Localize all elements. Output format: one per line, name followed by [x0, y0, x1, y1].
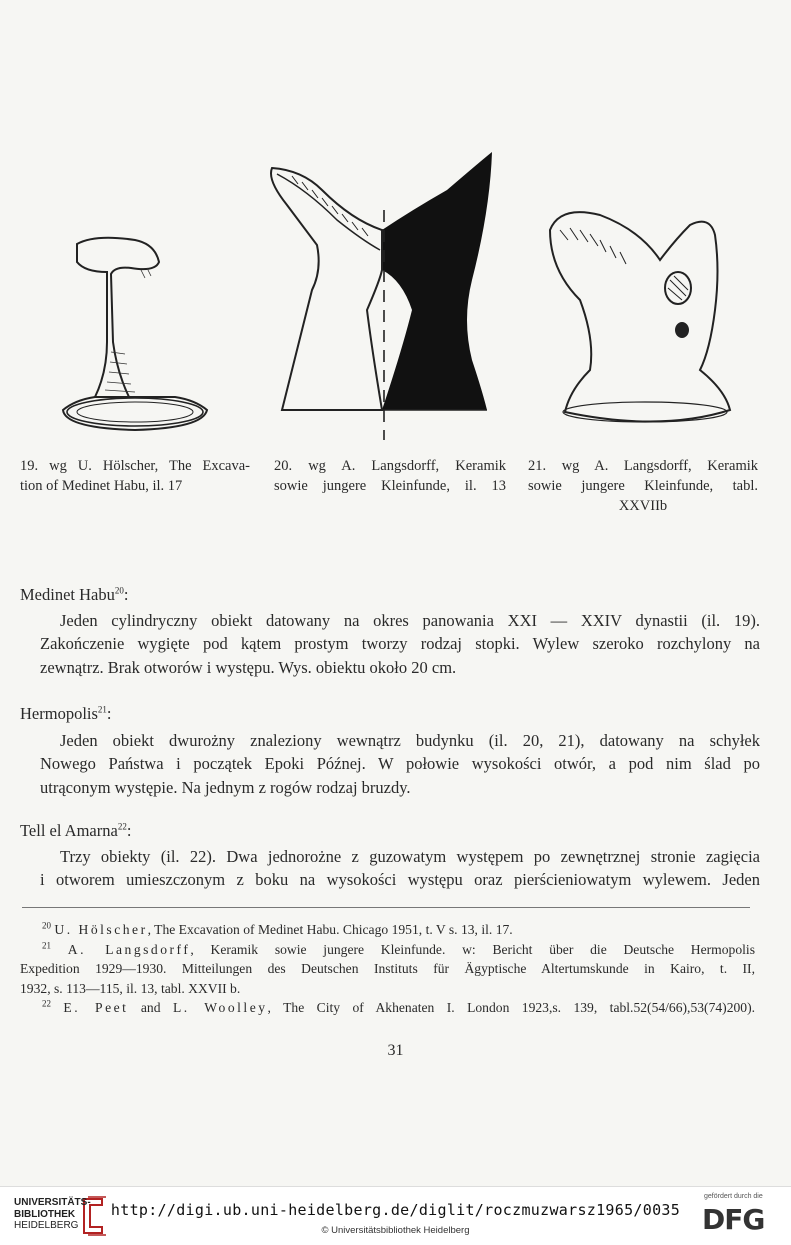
footnote-text: Expedition 1929—1930. Mitteilungen des Deutschen Instituts für Ägyptische Altertumskunde in Kairo, t. II,: [20, 961, 755, 976]
figure-21-drawing: [540, 200, 750, 440]
section-heading: Tell el Amarna$^{22}$:: [20, 821, 132, 840]
heading-text: Tell el Amarna: [20, 821, 118, 840]
footnote-author: A. Langsdorff: [67, 941, 191, 957]
heading-text: Hermopolis: [20, 704, 98, 723]
dfg-logo: DFG: [702, 1203, 765, 1236]
text-line: Trzy obiekty (il. 22). Dwa jednorożne z guzowatym występem po zewnętrznej stronie zagięcia: [60, 847, 760, 866]
footnote-text: , Keramik sowie jungere Kleinfunde. w: Bericht über die Deutsche Hermopolis: [190, 941, 755, 957]
footnote-22: [20, 998, 755, 1018]
caption-line: 20. wg A. Langsdorff, Keramik: [274, 458, 506, 474]
footnote-author: L. Woolley: [172, 1000, 268, 1015]
caption-line: tion of Medinet Habu, il. 17: [20, 478, 183, 494]
footnote-ref: 21: [97, 704, 107, 715]
figure-21-caption: [528, 456, 758, 516]
figure-19-drawing: [55, 232, 215, 437]
footnotes: [20, 920, 755, 1018]
footnote-20: [20, 920, 755, 940]
caption-line: sowie jungere Kleinfunde, il. 13: [274, 478, 506, 494]
figure-20-drawing: [262, 150, 502, 440]
text-line: utrąconym występie. Na jednym z rogów rodzaj bruzdy.: [40, 777, 411, 797]
footnote-text: , The City of Akhenaten I. London 1923,s. 139, tabl.52(54/66),53(74)200).: [267, 1000, 756, 1015]
heading-text: Medinet Habu: [20, 585, 115, 604]
library-line: BIBLIOTHEK: [14, 1208, 76, 1220]
footnote-21: [20, 940, 755, 960]
footnote-ref: 22: [117, 821, 127, 832]
figure-19-caption: [20, 456, 250, 496]
text-line: Zakończenie wygięte pod kątem prostym tworzy rodzaj stopki. Wylew szeroko rozchylony na: [40, 634, 760, 654]
footnote-author: U. Hölscher: [54, 922, 148, 937]
library-line: UNIVERSITÄTS-: [14, 1197, 91, 1208]
footnote-text: , The Excavation of Medinet Habu. Chicago 1951, t. V s. 13, il. 17.: [147, 922, 513, 937]
footnote-number: 22: [42, 998, 51, 1009]
text-line: Jeden obiekt dwurożny znaleziony wewnątrz budynku (il. 20, 21), datowany na schyłek: [60, 731, 760, 750]
paragraph: [20, 729, 760, 799]
caption-line: 19. wg U. Hölscher, The Excava-: [20, 458, 250, 474]
caption-line: sowie jungere Kleinfunde, tabl.: [528, 478, 758, 494]
footer-bar: [0, 1186, 791, 1245]
footnote-number: 20: [42, 920, 51, 931]
library-line: HEIDELBERG: [14, 1220, 79, 1231]
text-line: Jeden cylindryczny obiekt datowany na okres panowania XXI — XXIV dynastii (il. 19).: [60, 611, 760, 630]
figure-20-caption: [274, 456, 506, 496]
footnote-number: 21: [42, 939, 51, 950]
section-heading: Hermopolis$^{21}$:: [20, 704, 112, 723]
footnote-text: 1932, s. 113—115, il. 13, tabl. XXVII b.: [20, 980, 241, 996]
paragraph: [20, 845, 760, 892]
footnote-ref: 20: [114, 585, 124, 596]
text-line: i otworem umieszczonym z boku na wysokości występu oraz pierścieniowatym wylewem. Jeden: [40, 870, 760, 890]
text-line: Nowego Państwa i początek Epoki Późnej. W połowie wysokości otwór, a pod nim ślad po: [40, 754, 760, 774]
page-number: 31: [387, 1042, 404, 1059]
paragraph: [20, 609, 760, 679]
caption-line: 21. wg A. Langsdorff, Keramik: [528, 458, 758, 474]
caption-line: XXVIIb: [618, 498, 668, 514]
footnote-author: E. Peet: [63, 1000, 129, 1015]
text-line: zewnątrz. Brak otworów i występu. Wys. obiektu około 20 cm.: [40, 657, 457, 677]
footnote-connector: and: [140, 1000, 161, 1015]
section-heading: Medinet Habu$^{20}$:: [20, 585, 129, 604]
funding-note: gefördert durch die: [704, 1193, 763, 1200]
footnote-divider: [22, 907, 750, 908]
copyright-text: © Universitätsbibliothek Heidelberg: [321, 1225, 470, 1236]
source-url-link[interactable]: http://digi.ub.uni-heidelberg.de/diglit/roczmuzwarsz1965/0035: [110, 1201, 681, 1219]
